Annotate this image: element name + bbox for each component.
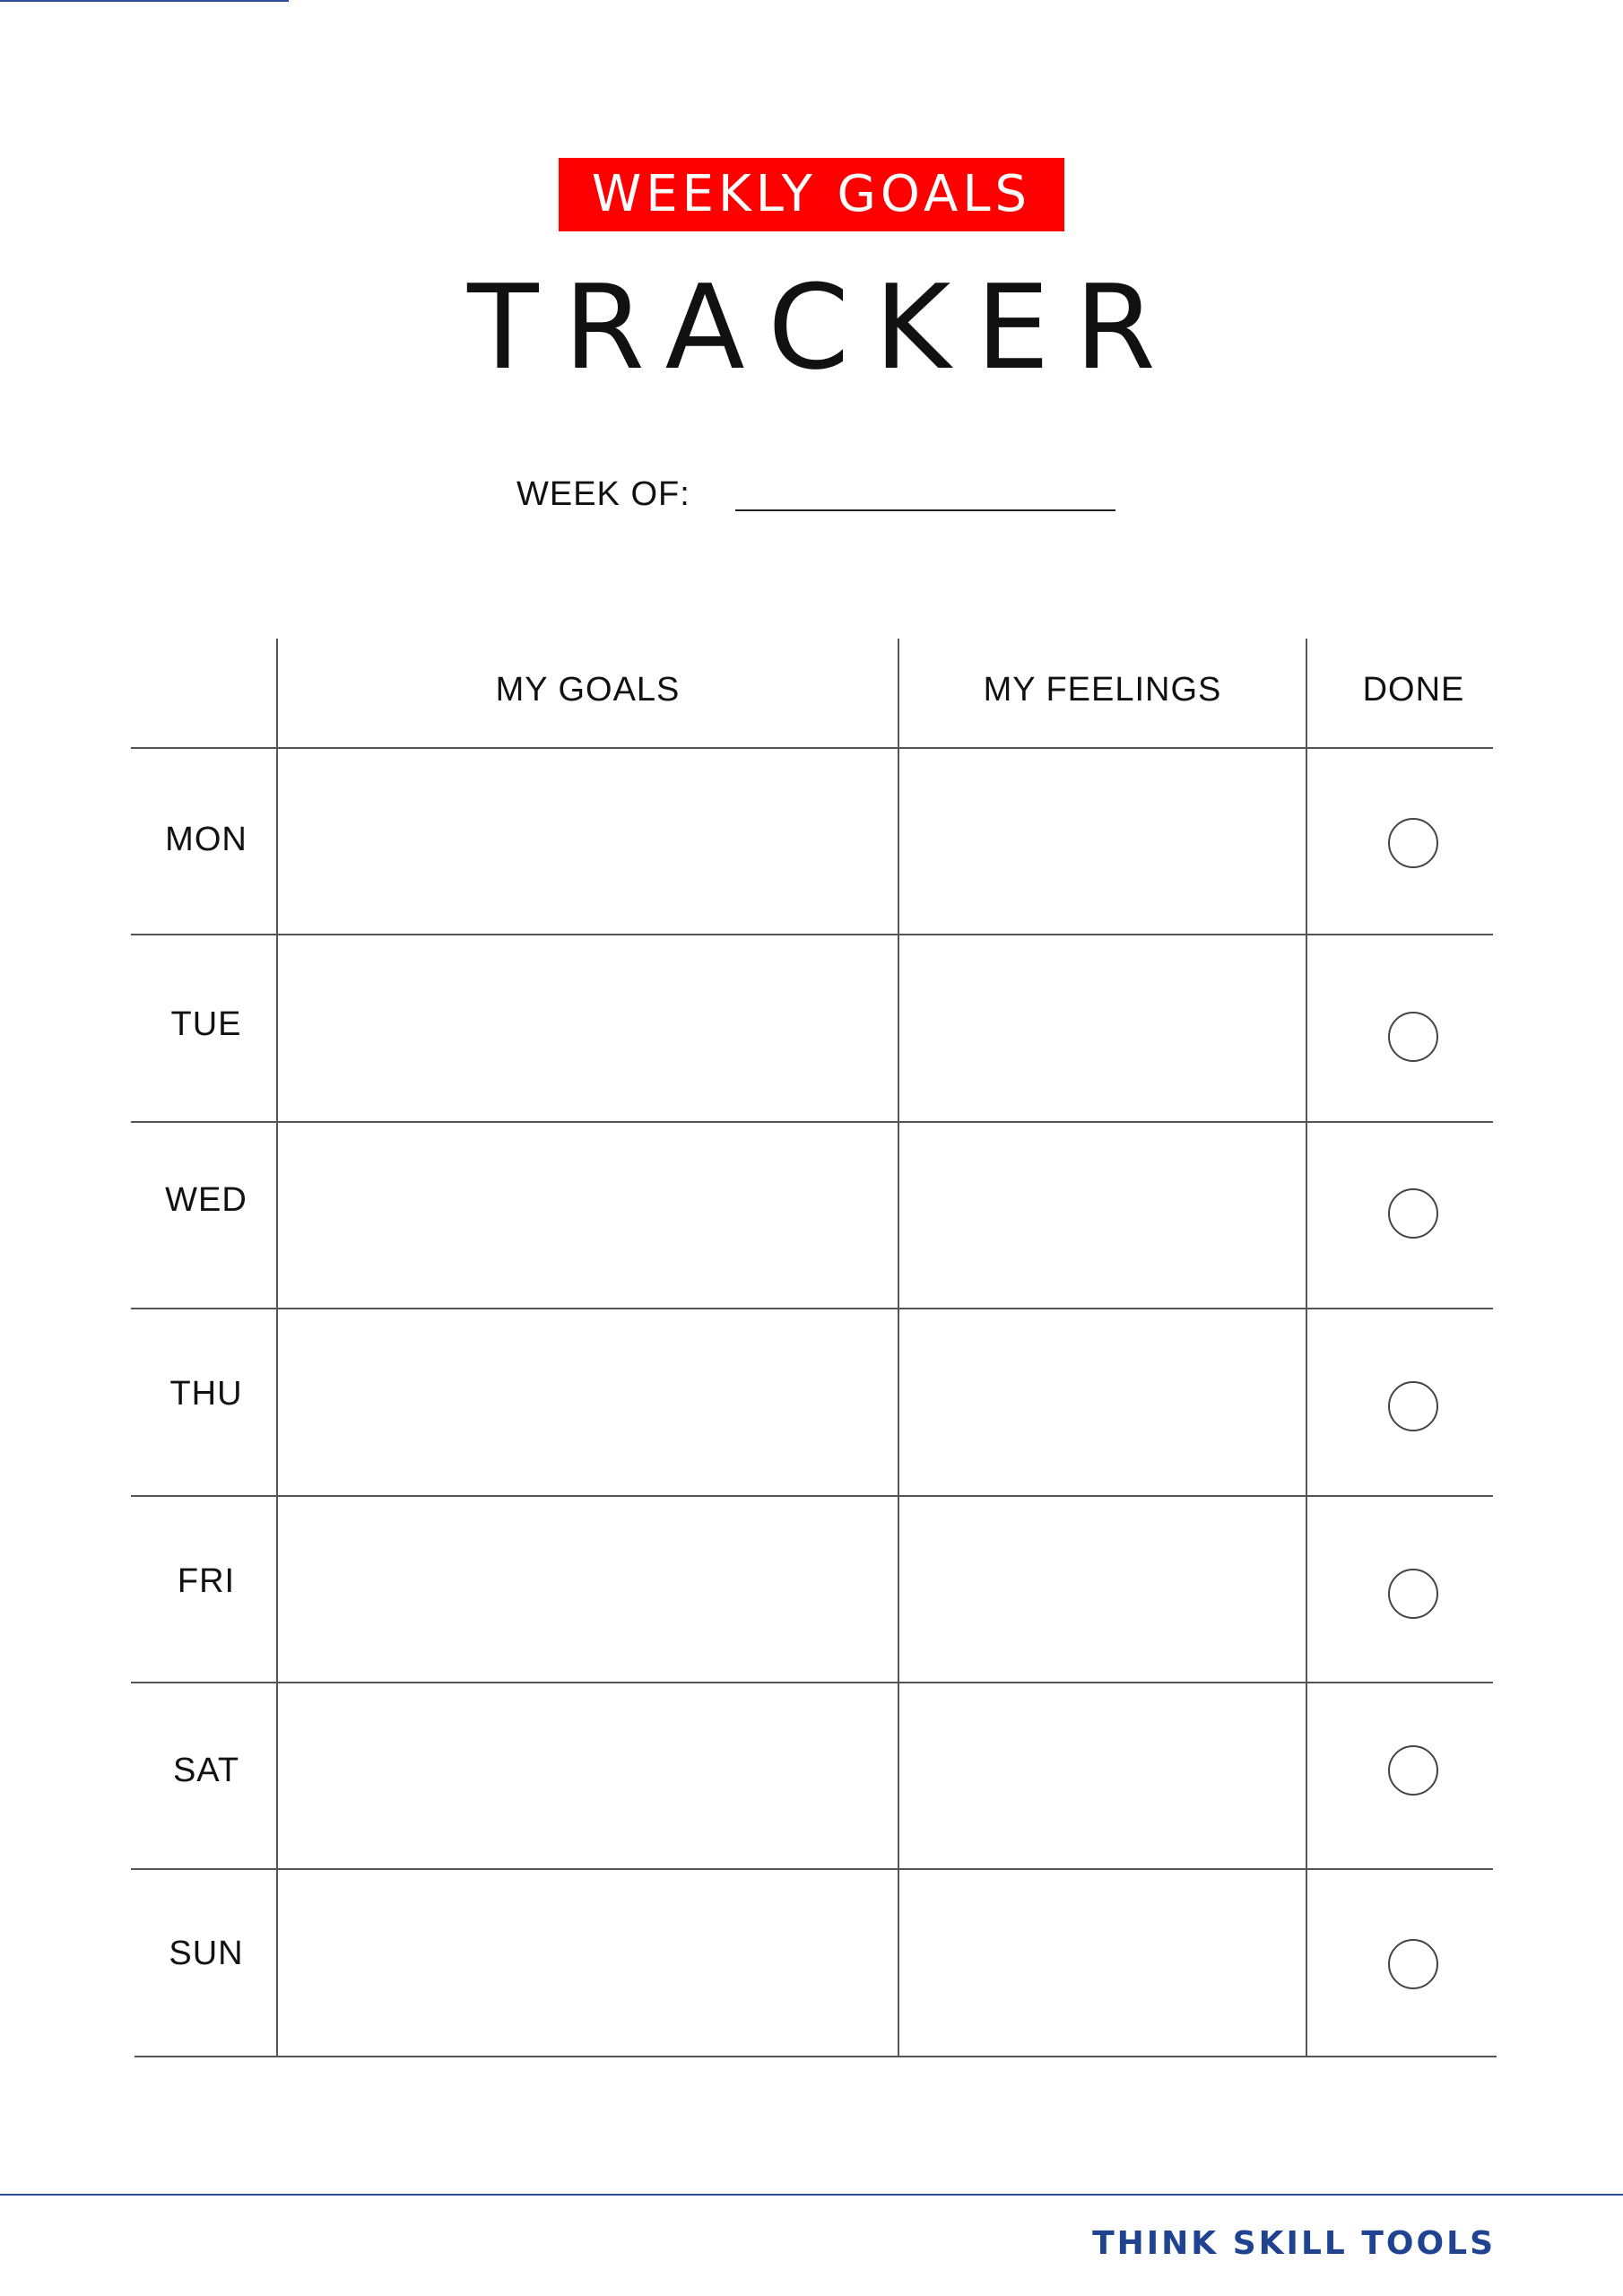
done-checkbox-fri[interactable] <box>1388 1569 1438 1619</box>
done-checkbox-thu[interactable] <box>1388 1381 1438 1431</box>
column-header-done: DONE <box>1362 671 1465 709</box>
badge-label: WEEKLY GOALS <box>591 165 1032 223</box>
brand-name: THINK SKILL TOOLS <box>1092 2225 1496 2262</box>
goals-cell-fri[interactable] <box>278 1497 898 1682</box>
feelings-cell-tue[interactable] <box>899 935 1306 1121</box>
column-header-feelings: MY FEELINGS <box>983 671 1222 709</box>
feelings-cell-sun[interactable] <box>899 1870 1306 2056</box>
feelings-cell-sat[interactable] <box>899 1683 1306 1868</box>
feelings-cell-mon[interactable] <box>899 749 1306 934</box>
footer-rule <box>0 2194 1623 2196</box>
done-checkbox-sun[interactable] <box>1388 1939 1438 1989</box>
goals-cell-mon[interactable] <box>278 749 898 934</box>
feelings-cell-thu[interactable] <box>899 1309 1306 1495</box>
column-header-goals: MY GOALS <box>495 671 681 709</box>
day-label-thu: THU <box>169 1375 243 1413</box>
day-label-fri: FRI <box>177 1562 236 1600</box>
done-checkbox-sat[interactable] <box>1388 1745 1438 1796</box>
goals-cell-sun[interactable] <box>278 1870 898 2056</box>
done-checkbox-mon[interactable] <box>1388 818 1438 868</box>
day-label-wed: WED <box>165 1181 247 1219</box>
done-checkbox-tue[interactable] <box>1388 1012 1438 1062</box>
row-divider <box>135 2056 1497 2057</box>
feelings-cell-wed[interactable] <box>899 1123 1306 1308</box>
day-label-sat: SAT <box>172 1752 240 1789</box>
goals-cell-thu[interactable] <box>278 1309 898 1495</box>
day-label-mon: MON <box>165 821 247 858</box>
day-label-sun: SUN <box>169 1935 244 1972</box>
day-label-tue: TUE <box>170 1005 242 1043</box>
done-checkbox-wed[interactable] <box>1388 1188 1438 1239</box>
goals-cell-tue[interactable] <box>278 935 898 1121</box>
goals-cell-sat[interactable] <box>278 1683 898 1868</box>
week-of-field[interactable] <box>735 509 1115 511</box>
goals-cell-wed[interactable] <box>278 1123 898 1308</box>
feelings-cell-fri[interactable] <box>899 1497 1306 1682</box>
column-divider <box>1306 639 1307 2057</box>
page-title: TRACKER <box>467 259 1181 396</box>
top-accent-rule <box>0 0 289 2</box>
weekly-goals-badge <box>559 158 1064 231</box>
week-of-label: WEEK OF: <box>516 475 690 513</box>
